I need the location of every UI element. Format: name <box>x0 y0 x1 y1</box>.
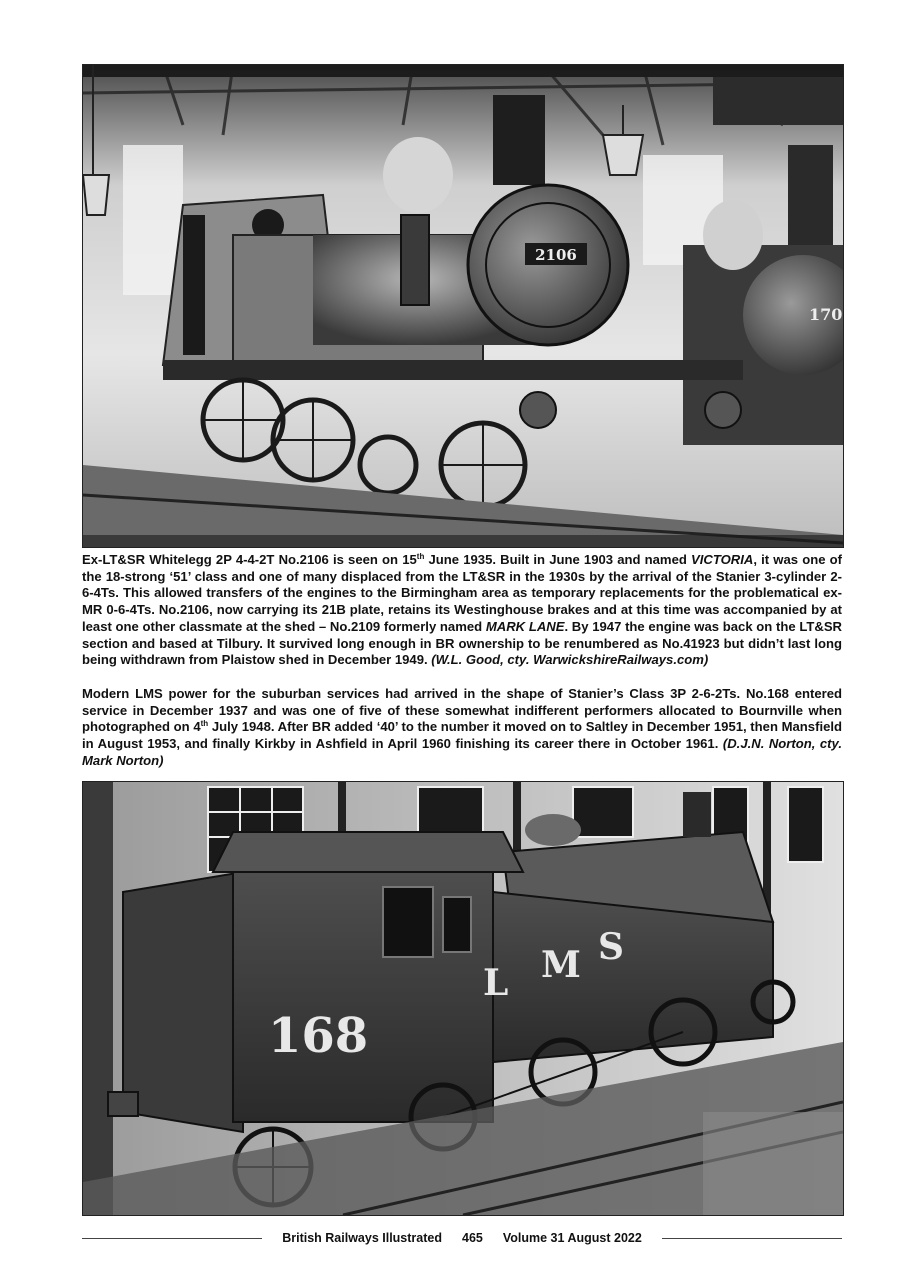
tank-letter-m: M <box>541 944 581 986</box>
caption-text: , it was one of the 18-strong ‘51’ class and one of many displaced from the LT&SR in the 1930s by the arrival of the Stanier 3-cylinder 2-6-4Ts. This allowed transfers of the engines to the Birmingham area as temporary replacements for the problematical ex-MR 0-6-4Ts. No.2106, now carrying its 21B plate, retains its Westinghouse brakes and at this time was accompanied by at least one other classmate at the shed – No.2109 formerly named <box>82 552 843 634</box>
photo-loco-2106 <box>82 64 844 548</box>
caption-text: Modern LMS power for the suburban services had arrived in the shape of Stanier’s Class 3P 2-6-2Ts. No.168 entered service in December 1937 and was one of five of these somewhat indifferent performers allocated to Bournville when photographed on 4 <box>82 686 842 735</box>
caption-text: . By 1947 the engine was back on the LT&SR section and based at Tilbury. It survived long enough in BR ownership to be renumbered as No.41923 but didn’t last long being withdrawn from Plaistow shed in December 1949. <box>82 618 843 668</box>
tank-letter-l: L <box>483 962 509 1004</box>
loco-name-mark-lane: MARK LANE <box>485 618 565 634</box>
caption-text: June 1935. Built in June 1903 and named <box>424 552 692 567</box>
caption-text: July 1948. After BR added ‘40’ to the number it moved on to Saltley in December 1951, then Mansfield in August 1953, and finally Kirkby in Ashfield in April 1960 finishing its career there in October 1961. <box>82 719 843 752</box>
page-number: 465 <box>462 1231 483 1245</box>
footer-rule-right <box>662 1238 842 1239</box>
caption-loco-168 <box>82 686 842 770</box>
photo-loco-168 <box>82 781 844 1216</box>
photo-credit: (D.J.N. Norton, cty. Mark Norton) <box>82 736 842 768</box>
footer-rule-left <box>82 1238 262 1239</box>
tank-letter-s: S <box>598 926 624 968</box>
caption-loco-2106 <box>82 552 842 669</box>
bunker-number: 168 <box>268 1008 369 1064</box>
page-footer <box>82 1229 842 1247</box>
publication-title: British Railways Illustrated <box>282 1231 442 1245</box>
smokebox-number-plate: 2106 <box>535 246 577 264</box>
issue-info: Volume 31 August 2022 <box>502 1231 642 1245</box>
second-loco-number: 170 <box>809 305 843 324</box>
loco-name-victoria: VICTORIA <box>691 552 754 567</box>
loco-168-illustration <box>83 782 843 1215</box>
caption-text: Ex-LT&SR Whitelegg 2P 4-4-2T No.2106 is seen on 15 <box>82 552 417 567</box>
ordinal-suffix: th <box>416 552 425 561</box>
loco-2106-illustration <box>83 65 843 547</box>
ordinal-suffix: th <box>200 719 209 729</box>
photo-credit: (W.L. Good, cty. WarwickshireRailways.com) <box>431 652 709 668</box>
